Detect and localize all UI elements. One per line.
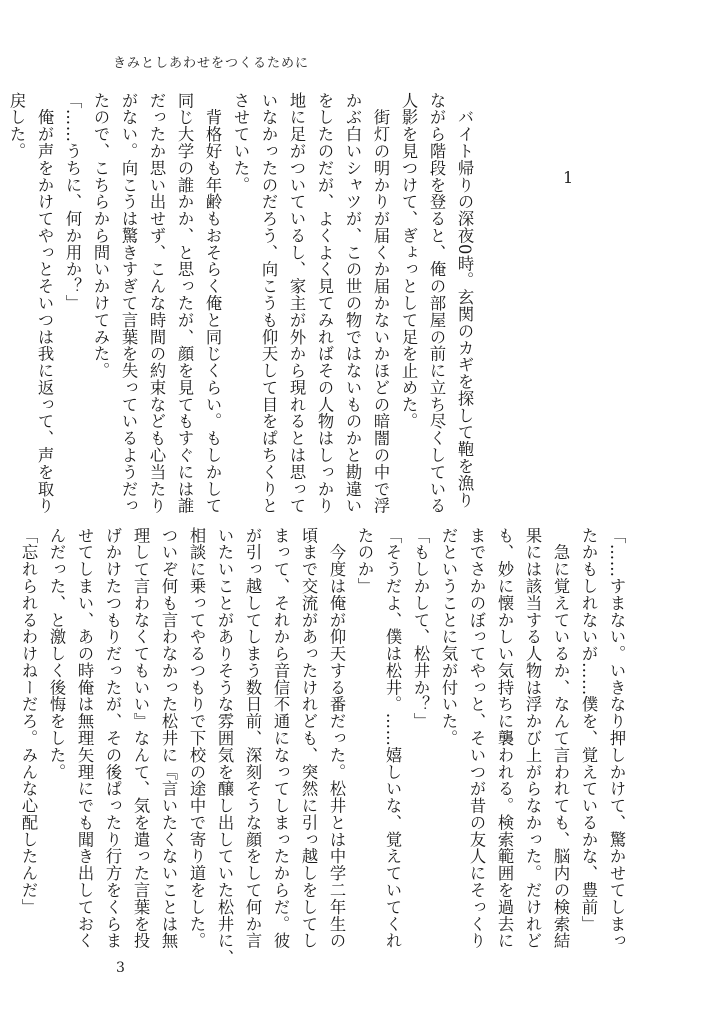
text-line: 街灯の明かりが届くか届かないかほどの暗闇の中で浮 [371,92,390,515]
text-line: 背格好も年齢もおそらく俺と同じくらい。もしかして [203,92,222,515]
text-line: 「……うちに、何か用か？」 [63,92,82,312]
text-line: かぶ白いシャツが、この世の物ではないものかと勘違い [343,92,362,515]
text-line: 今度は俺が仰天する番だった。松井とは中学二年生の [327,527,346,950]
text-line: げかけたつもりだったが、その後ぱったり行方をくらま [103,527,122,950]
text-line: 戻した。 [7,92,26,160]
text-line: んだった、と激しく後悔をした。 [47,527,66,781]
text-line: をしたのだが、よくよく見てみればその人物はしっかり [315,92,334,515]
text-line: 「……すまない。いきなり押しかけて、驚かせてしまっ [607,527,626,950]
text-line: 理して言わなくてもいい』なんて、気を遣った言葉を投 [131,527,150,950]
text-line: たかもしれないが……僕を、覚えているかな、豊前」 [579,527,598,933]
text-line: 「忘れられるわけねーだろ。みんな心配したんだ」 [19,527,38,916]
text-line: たのか」 [355,527,374,595]
running-title: きみとしあわせをつくるために [113,56,310,71]
chapter-number: 1 [563,168,574,187]
text-line: 地に足がついているし、家主が外から現れるとは思って [287,92,306,515]
text-line: 人影を見つけて、ぎょっとして足を止めた。 [399,92,418,430]
text-line: ながら階段を登ると、俺の部屋の前に立ち尽くしている [427,92,446,515]
text-line: バイト帰りの深夜0時。玄関のカギを探して鞄を漁り [455,92,474,509]
text-line: させていた。 [231,92,250,194]
text-line: 頃まで交流があったけれども、突然に引っ越しをしてし [299,527,318,950]
text-line: も、妙に懐かしい気持ちに襲われる。検索範囲を過去に [495,527,514,950]
text-line: 相談に乗ってやるつもりで下校の途中で寄り道をした。 [187,527,206,950]
top-text-column [7,92,475,515]
text-line: 俺が声をかけてやっとそいつは我に返って、声を取り [35,92,54,515]
text-line: が引っ越してしまう数日前、深刻そうな顔をして何か言 [243,527,262,950]
text-line: せてしまい、あの時俺は無理矢理にでも聞き出しておく [75,527,94,950]
text-line: だったか思い出せず、こんな時間の約束なども心当たり [147,92,166,515]
text-line: 「もしかして、松井か？」 [411,527,430,730]
text-line: いなかったのだろう、向こうも仰天して目をぱちくりと [259,92,278,515]
text-line: 果には該当する人物は浮かび上がらなかった。だけれど [523,527,542,950]
text-line: 急に覚えているか、なんて言われても、脳内の検索結 [551,527,570,950]
text-line: まって、それから音信不通になってしまったからだ。彼 [271,527,290,950]
text-line: 「そうだよ、僕は松井。……嬉しいな、覚えていてくれ [383,527,402,950]
text-line: いたいことがありそうな雰囲気を醸し出していた松井に、 [215,527,234,967]
text-line: 同じ大学の誰かか、と思ったが、顔を見てもすぐには誰 [175,92,194,515]
text-line: だということに気が付いた。 [439,527,458,747]
text-line: たので、こちらから問いかけてみた。 [91,92,110,380]
text-line: までさかのぼってやっと、そいつが昔の友人にそっくり [467,527,486,950]
bottom-text-column [19,527,627,967]
text-line: ついぞ何も言わなかった松井に『言いたくないことは無 [159,527,178,950]
text-line: がない。向こうは驚きすぎて言葉を失っているようだっ [119,92,138,515]
page-number: 3 [116,960,125,976]
